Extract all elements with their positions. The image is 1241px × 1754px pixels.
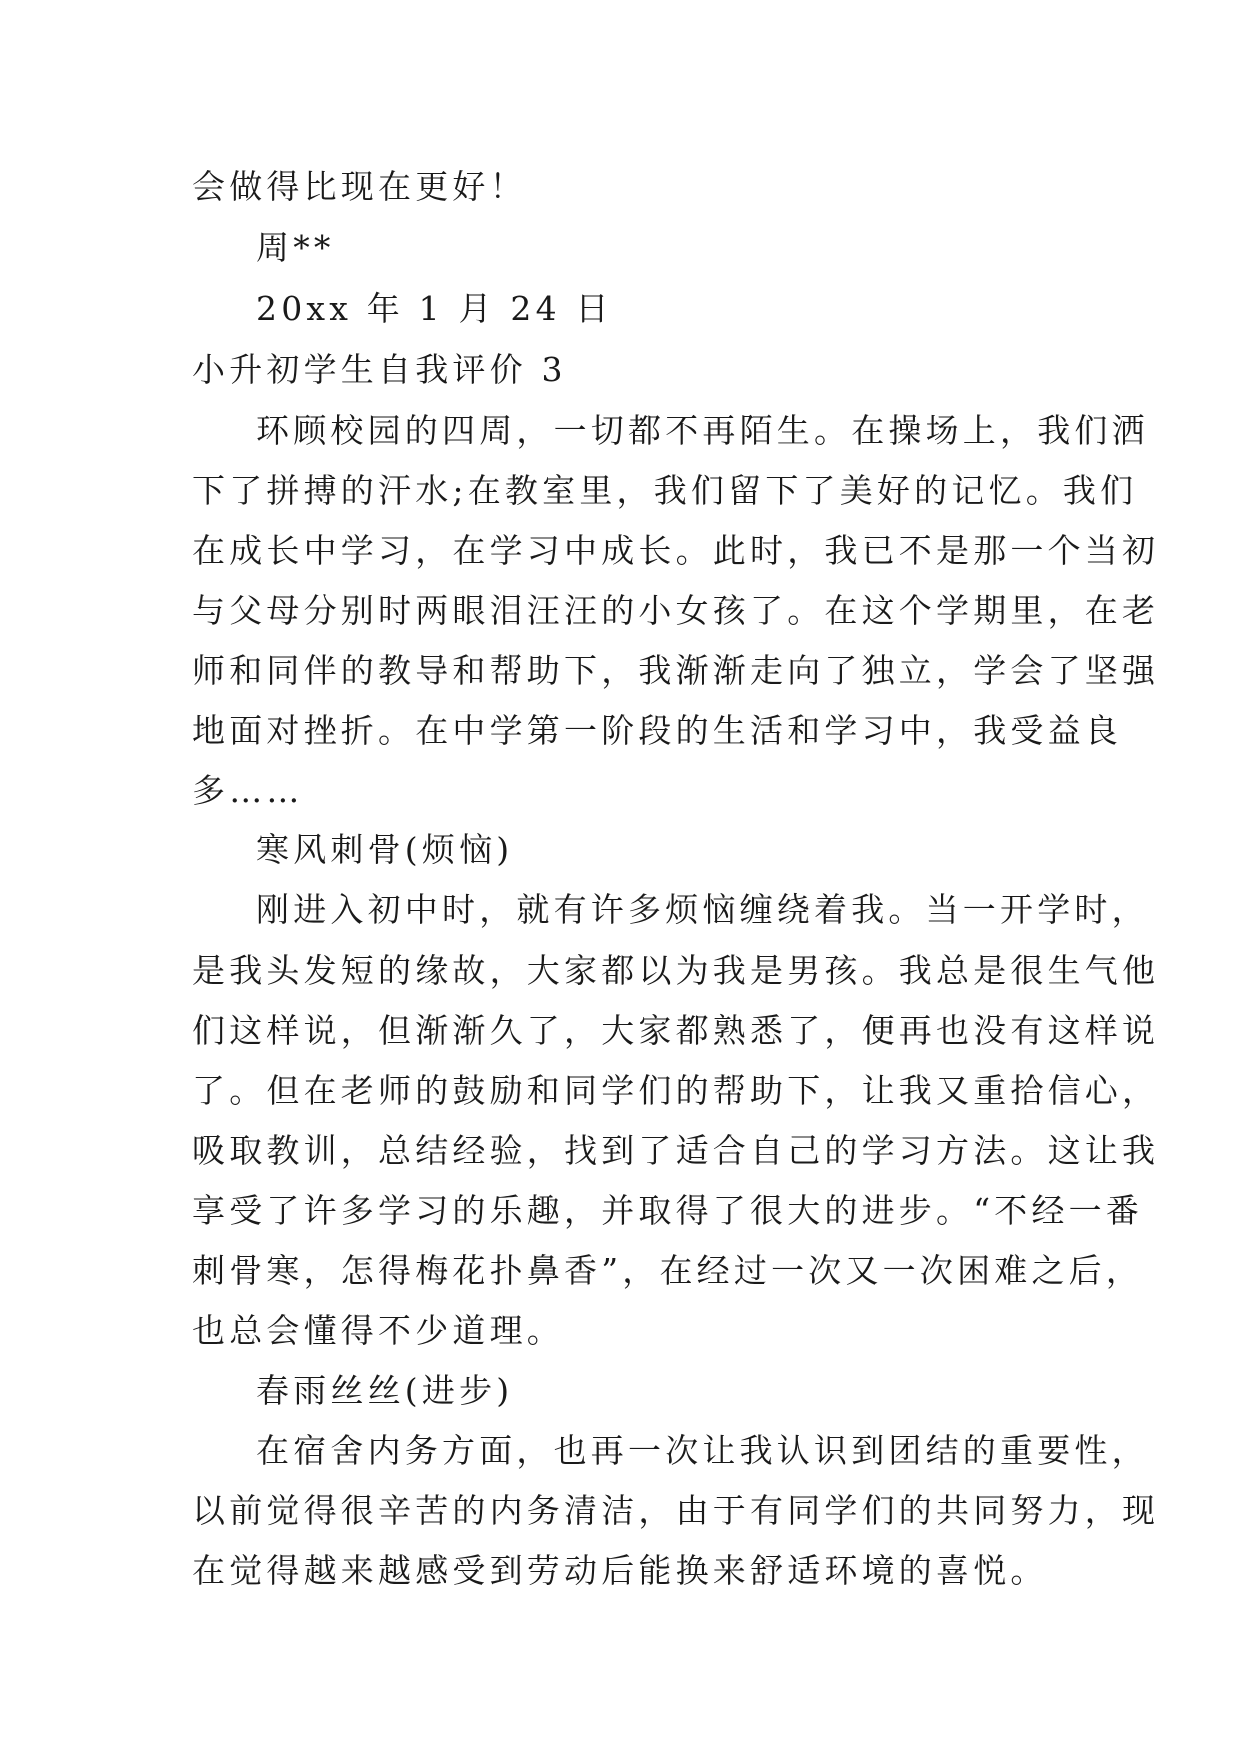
paragraph-1-line-3: 在成长中学习，在学习中成长。此时，我已不是那一个当初: [192, 531, 1160, 570]
paragraph-2-line-5: 吸取教训，总结经验，找到了适合自己的学习方法。这让我: [192, 1131, 1160, 1170]
paragraph-2-line-8: 也总会懂得不少道理。: [192, 1311, 564, 1350]
paragraph-2-line-2: 是我头发短的缘故，大家都以为我是男孩。我总是很生气他: [192, 951, 1160, 990]
text-line-closing: 会做得比现在更好！: [192, 167, 527, 206]
paragraph-2-line-7: 刺骨寒，怎得梅花扑鼻香”，在经过一次又一次困难之后，: [192, 1251, 1144, 1290]
paragraph-1-line-1: 环顾校园的四周，一切都不再陌生。在操场上，我们洒: [256, 411, 1149, 450]
paragraph-1-line-2: 下了拼搏的汗水;在教室里，我们留下了美好的记忆。我们: [192, 471, 1138, 510]
paragraph-2-line-4: 了。但在老师的鼓励和同学们的帮助下，让我又重拾信心，: [192, 1071, 1160, 1110]
date-line: 20xx 年 1 月 24 日: [256, 289, 613, 328]
section-title: 小升初学生自我评价 3: [192, 350, 567, 389]
paragraph-3-line-3: 在觉得越来越感受到劳动后能换来舒适环境的喜悦。: [192, 1551, 1048, 1590]
subheading-progress: 春雨丝丝(进步): [256, 1371, 514, 1410]
paragraph-1-line-4: 与父母分别时两眼泪汪汪的小女孩了。在这个学期里，在老: [192, 591, 1160, 630]
paragraph-2-line-3: 们这样说，但渐渐久了，大家都熟悉了，便再也没有这样说: [192, 1011, 1160, 1050]
paragraph-3-line-1: 在宿舍内务方面，也再一次让我认识到团结的重要性，: [256, 1431, 1149, 1470]
subheading-worries: 寒风刺骨(烦恼): [256, 830, 514, 869]
paragraph-2-line-1: 刚进入初中时，就有许多烦恼缠绕着我。当一开学时，: [256, 890, 1149, 929]
paragraph-1-line-5: 师和同伴的教导和帮助下，我渐渐走向了独立，学会了坚强: [192, 651, 1160, 690]
paragraph-1-line-6: 地面对挫折。在中学第一阶段的生活和学习中，我受益良: [192, 711, 1122, 750]
author-signature: 周**: [256, 228, 335, 267]
paragraph-2-line-6: 享受了许多学习的乐趣，并取得了很大的进步。“不经一番: [192, 1191, 1144, 1230]
paragraph-1-line-7: 多……: [192, 771, 304, 810]
paragraph-3-line-2: 以前觉得很辛苦的内务清洁，由于有同学们的共同努力，现: [192, 1491, 1160, 1530]
